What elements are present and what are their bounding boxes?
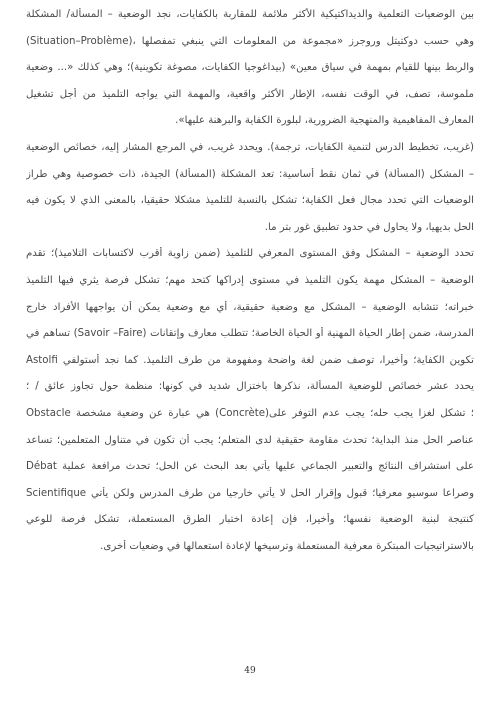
text-line: المدرسة، ضمن إطار الحياة المهنية أو الحياة الخاصة؛ تتطلب معارف وإتقانات (Savoir –Faire) تساهم في (26, 328, 474, 340)
text-line: كنتيجة لبنية الوضعية نفسها؛ وأخيرا، فإن إعادة اختبار الطرق المستعملة، تشكل فرصة للوعي (26, 514, 474, 526)
text-line: عناصر الحل منذ البداية؛ تحدث مقاومة حقيقية لدى المتعلم؛ يجب أن تكون في متناول المتعلمين؛ تساعد (26, 434, 474, 446)
text-line: – المشكل (المسألة) في ثمان نقط أساسية: تعد المشكلة (المسألة) الجيدة، ذات خصوصية وهي طراز (26, 168, 474, 180)
text-line: تحدد الوضعية – المشكل وفق المستوى المعرفي للتلميذ (ضمن زاوية أقرب لاكتسابات التلاميذ)؛ تقدم (26, 248, 474, 260)
text-line: يحدد عشر خصائص للوضعية المسألة، نذكرها باختزال شديد في كونها: منظمة حول تجاوز عائق / ؛ (26, 381, 474, 393)
text-line: بالاستراتيجيات المبتكرة معرفية المستعملة وترسيخها لإعادة استعمالها في وضعيات أخرى. (100, 540, 474, 552)
text-line: على استشراف النتائج والتعبير الجماعي عليها يأتي بعد البحث عن الحل؛ تحدث مرافعة عملية Débat (26, 461, 474, 473)
text-line: تكوين الكفاية؛ وأخيرا، توصف ضمن لغة واضحة ومفهومة من طرف التلميذ. كما نجد أستولفي Astolfi (26, 354, 474, 366)
text-line: خبراته؛ تتشابه الوضعية – المشكل مع وضعية حقيقية، أي مع وضعية يمكن أن يواجهها الأفراد خارج (26, 301, 474, 313)
text-line: Scientifique وصراعا سوسيو معرفيا؛ قبول وإقرار الحل لا يأتي خارجيا من طرف المدرس ولكن يأتي (26, 487, 474, 499)
text-line: الحل بديهيا، ولا يحاول في حدود تطبيق غور بتر ما. (264, 221, 474, 233)
text-line: ملموسة، تصف، في الوقت نفسه، الإطار الأكثر واقعية، والمهمة التي يواجه التلميذ من أجل تشغيل (26, 88, 474, 100)
text-line: الوضعية – المشكل مهمة يكون التلميذ في مستوى إدراكها كتحد مهم؛ تشكل فرصة يثري فيها التلميذ (26, 274, 474, 286)
text-line: (غريب، تخطيط الدرس لتنمية الكفايات، ترجمة). ويحدد غريب، في المرجع المشار إليه، خصائص الوضعية (26, 141, 474, 153)
text-line: Obstacle هي عبارة عن وضعية مشخصة (Concrète)؛ تشكل لغزا يجب حله؛ يجب عدم التوفر على (26, 407, 474, 419)
text-line: والربط بينها للقيام بمهمة في سياق معين» (بيداغوجيا الكفايات، مصوغة تكوينية)؛ وهي كذلك «... وضعية (26, 62, 474, 74)
text-line: الوضعيات التي تحدد مجال فعل الكفاية؛ تشكل بالنسبة للتلميذ مشكلا حقيقيا، بالمعنى الذي لا يكون فيه (26, 195, 474, 207)
page-number: 49 (244, 666, 256, 676)
text-line: (Situation–Problème)، وهي حسب دوكتيتل وروجرز «مجموعة من المعلومات التي ينبغي تمفصلها (26, 35, 474, 47)
text-line: بين الوضعيات التعلمية والديداكتيكية الأكثر ملائمة للمقاربة بالكفايات، نجد الوضعية – المسألة/ المشكلة (26, 9, 474, 20)
text-line: المعارف المفاهيمية والمنهجية الضرورية، لبلورة الكفاية والبرهنة عليها». (175, 115, 474, 127)
